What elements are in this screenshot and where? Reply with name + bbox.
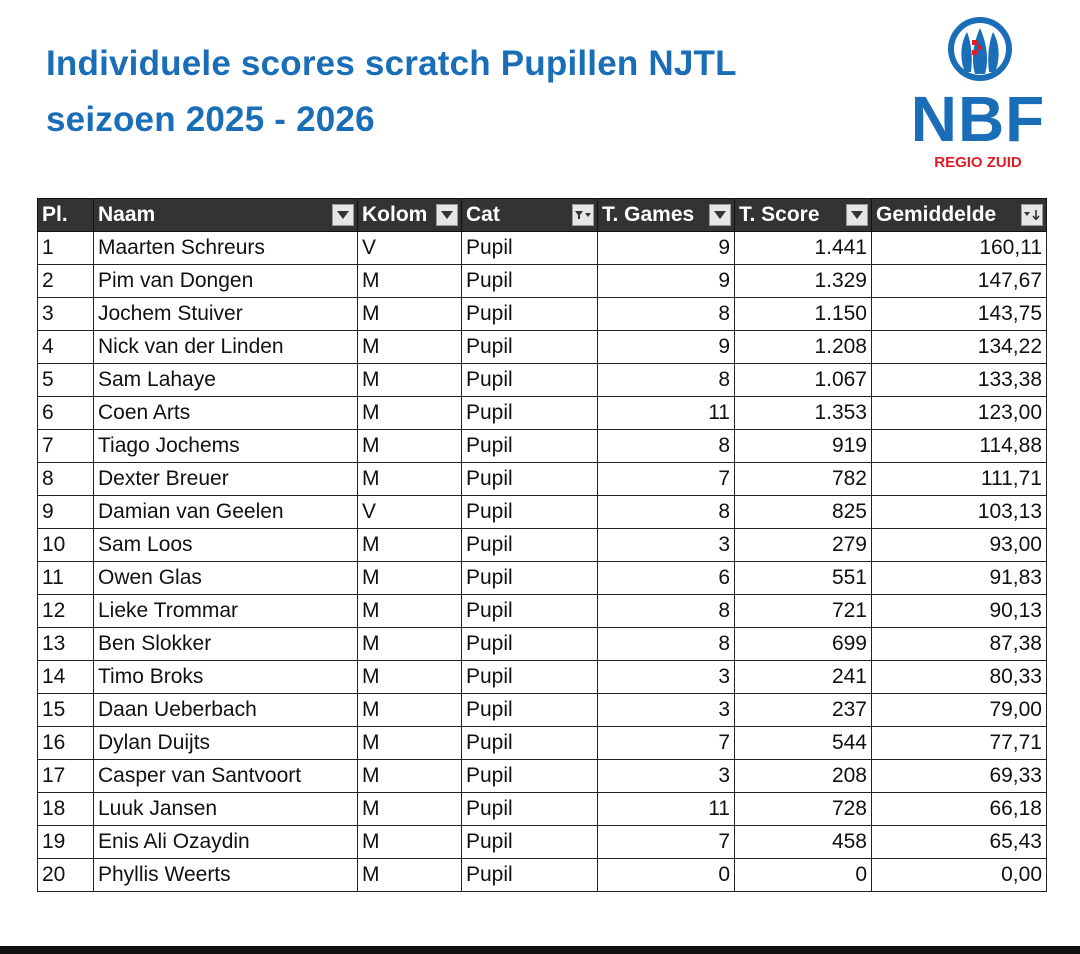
cell-kolom[interactable]: M — [358, 661, 462, 694]
cell-cat[interactable]: Pupil — [462, 826, 598, 859]
cell-t-games[interactable]: 3 — [598, 661, 735, 694]
col-header-naam[interactable]: Naam — [94, 199, 358, 232]
cell-cat[interactable]: Pupil — [462, 760, 598, 793]
cell-t-score[interactable]: 458 — [735, 826, 872, 859]
cell-t-games[interactable]: 9 — [598, 331, 735, 364]
cell-gemiddelde[interactable]: 0,00 — [872, 859, 1047, 892]
cell-t-games[interactable]: 7 — [598, 826, 735, 859]
table-row — [38, 430, 1047, 463]
cell-naam[interactable]: Dexter Breuer — [94, 463, 358, 496]
table-row — [38, 859, 1047, 892]
cell-t-games[interactable]: 9 — [598, 265, 735, 298]
cell-t-score[interactable]: 551 — [735, 562, 872, 595]
cell-gemiddelde[interactable]: 133,38 — [872, 364, 1047, 397]
cell-cat[interactable]: Pupil — [462, 529, 598, 562]
cell-t-games[interactable]: 11 — [598, 397, 735, 430]
cell-t-score[interactable]: 237 — [735, 694, 872, 727]
cell-t-score[interactable]: 728 — [735, 793, 872, 826]
cell-naam[interactable]: Casper van Santvoort — [94, 760, 358, 793]
cell-gemiddelde[interactable]: 143,75 — [872, 298, 1047, 331]
cell-kolom[interactable]: M — [358, 859, 462, 892]
cell-t-score[interactable]: 544 — [735, 727, 872, 760]
cell-gemiddelde[interactable]: 69,33 — [872, 760, 1047, 793]
cell-naam[interactable]: Enis Ali Ozaydin — [94, 826, 358, 859]
cell-naam[interactable]: Dylan Duijts — [94, 727, 358, 760]
cell-cat[interactable]: Pupil — [462, 265, 598, 298]
cell-t-score[interactable]: 208 — [735, 760, 872, 793]
table-row — [38, 529, 1047, 562]
cell-cat[interactable]: Pupil — [462, 232, 598, 265]
cell-t-games[interactable]: 7 — [598, 727, 735, 760]
chevron-down-icon — [713, 210, 727, 220]
table-row — [38, 793, 1047, 826]
scores-table — [37, 198, 1047, 892]
cell-t-games[interactable]: 3 — [598, 694, 735, 727]
cell-t-games[interactable]: 8 — [598, 628, 735, 661]
col-header-pl: Pl. — [38, 199, 94, 232]
filter-dropdown-t-score[interactable] — [846, 204, 868, 226]
cell-pl[interactable]: 1 — [38, 232, 94, 265]
cell-kolom[interactable]: M — [358, 628, 462, 661]
filter-dropdown-kolom[interactable] — [436, 204, 458, 226]
cell-cat[interactable]: Pupil — [462, 463, 598, 496]
nbf-logo — [908, 14, 1048, 174]
table-row — [38, 364, 1047, 397]
cell-naam[interactable]: Pim van Dongen — [94, 265, 358, 298]
cell-cat[interactable]: Pupil — [462, 628, 598, 661]
cell-pl[interactable]: 6 — [38, 397, 94, 430]
cell-naam[interactable]: Lieke Trommar — [94, 595, 358, 628]
cell-t-score[interactable]: 1.067 — [735, 364, 872, 397]
logo-name: NBF — [910, 83, 1046, 155]
cell-gemiddelde[interactable]: 91,83 — [872, 562, 1047, 595]
table-row — [38, 595, 1047, 628]
table-row — [38, 232, 1047, 265]
cell-cat[interactable]: Pupil — [462, 661, 598, 694]
table-row — [38, 496, 1047, 529]
cell-pl[interactable]: 12 — [38, 595, 94, 628]
filter-funnel-icon — [574, 210, 592, 220]
cell-pl[interactable]: 9 — [38, 496, 94, 529]
page-title: Individuele scores scratch Pupillen NJTL — [46, 44, 737, 83]
table-row — [38, 298, 1047, 331]
cell-pl[interactable]: 15 — [38, 694, 94, 727]
cell-t-score[interactable]: 825 — [735, 496, 872, 529]
table-header-row — [38, 199, 1047, 232]
table-row — [38, 331, 1047, 364]
filter-dropdown-t-games[interactable] — [709, 204, 731, 226]
cell-gemiddelde[interactable]: 160,11 — [872, 232, 1047, 265]
cell-cat[interactable]: Pupil — [462, 430, 598, 463]
cell-pl[interactable]: 18 — [38, 793, 94, 826]
cell-t-score[interactable]: 919 — [735, 430, 872, 463]
chevron-down-icon — [440, 210, 454, 220]
cell-t-score[interactable]: 1.353 — [735, 397, 872, 430]
cell-t-score[interactable]: 699 — [735, 628, 872, 661]
filter-dropdown-naam[interactable] — [332, 204, 354, 226]
col-header-t-games[interactable]: T. Games — [598, 199, 735, 232]
cell-kolom[interactable]: M — [358, 760, 462, 793]
table-row — [38, 727, 1047, 760]
cell-pl[interactable]: 17 — [38, 760, 94, 793]
cell-naam[interactable]: Sam Loos — [94, 529, 358, 562]
cell-naam[interactable]: Timo Broks — [94, 661, 358, 694]
cell-gemiddelde[interactable]: 66,18 — [872, 793, 1047, 826]
cell-gemiddelde[interactable]: 87,38 — [872, 628, 1047, 661]
cell-t-score[interactable]: 1.150 — [735, 298, 872, 331]
table-row — [38, 265, 1047, 298]
cell-kolom[interactable]: M — [358, 430, 462, 463]
cell-naam[interactable]: Luuk Jansen — [94, 793, 358, 826]
cell-pl[interactable]: 3 — [38, 298, 94, 331]
col-header-cat[interactable]: Cat — [462, 199, 598, 232]
table-row — [38, 562, 1047, 595]
chevron-down-icon — [336, 210, 350, 220]
cell-t-games[interactable]: 8 — [598, 364, 735, 397]
cell-kolom[interactable]: M — [358, 595, 462, 628]
table-row — [38, 661, 1047, 694]
cell-t-games[interactable]: 7 — [598, 463, 735, 496]
cell-t-score[interactable]: 0 — [735, 859, 872, 892]
cell-kolom[interactable]: M — [358, 364, 462, 397]
table-row — [38, 760, 1047, 793]
col-header-kolom[interactable]: Kolom — [358, 199, 462, 232]
cell-gemiddelde[interactable]: 111,71 — [872, 463, 1047, 496]
cell-gemiddelde[interactable]: 80,33 — [872, 661, 1047, 694]
cell-kolom[interactable]: M — [358, 331, 462, 364]
cell-naam[interactable]: Maarten Schreurs — [94, 232, 358, 265]
cell-t-score[interactable]: 1.329 — [735, 265, 872, 298]
cell-t-score[interactable]: 1.441 — [735, 232, 872, 265]
cell-kolom[interactable]: V — [358, 496, 462, 529]
cell-naam[interactable]: Damian van Geelen — [94, 496, 358, 529]
cell-naam[interactable]: Phyllis Weerts — [94, 859, 358, 892]
page-subtitle: seizoen 2025 - 2026 — [46, 100, 375, 139]
cell-kolom[interactable]: M — [358, 463, 462, 496]
cell-pl[interactable]: 5 — [38, 364, 94, 397]
cell-naam[interactable]: Ben Slokker — [94, 628, 358, 661]
bottom-border — [0, 946, 1080, 954]
cell-t-score[interactable]: 721 — [735, 595, 872, 628]
cell-kolom[interactable]: M — [358, 529, 462, 562]
cell-kolom[interactable]: M — [358, 265, 462, 298]
cell-cat[interactable]: Pupil — [462, 331, 598, 364]
cell-t-score[interactable]: 1.208 — [735, 331, 872, 364]
cell-pl[interactable]: 13 — [38, 628, 94, 661]
cell-t-games[interactable]: 3 — [598, 760, 735, 793]
table-row — [38, 628, 1047, 661]
cell-t-games[interactable]: 8 — [598, 430, 735, 463]
cell-cat[interactable]: Pupil — [462, 694, 598, 727]
cell-pl[interactable]: 8 — [38, 463, 94, 496]
cell-cat[interactable]: Pupil — [462, 859, 598, 892]
table-row — [38, 463, 1047, 496]
col-header-t-score[interactable]: T. Score — [735, 199, 872, 232]
cell-pl[interactable]: 4 — [38, 331, 94, 364]
cell-t-games[interactable]: 9 — [598, 232, 735, 265]
table-row — [38, 826, 1047, 859]
cell-naam[interactable]: Coen Arts — [94, 397, 358, 430]
cell-t-games[interactable]: 0 — [598, 859, 735, 892]
cell-pl[interactable]: 2 — [38, 265, 94, 298]
col-header-gemiddelde[interactable]: Gemiddelde — [872, 199, 1047, 232]
cell-t-games[interactable]: 8 — [598, 496, 735, 529]
cell-t-games[interactable]: 8 — [598, 595, 735, 628]
cell-gemiddelde[interactable]: 103,13 — [872, 496, 1047, 529]
cell-cat[interactable]: Pupil — [462, 397, 598, 430]
sort-descending-gemiddelde[interactable] — [1021, 204, 1043, 226]
cell-pl[interactable]: 10 — [38, 529, 94, 562]
cell-naam[interactable]: Owen Glas — [94, 562, 358, 595]
cell-t-games[interactable]: 8 — [598, 298, 735, 331]
cell-cat[interactable]: Pupil — [462, 793, 598, 826]
cell-kolom[interactable]: V — [358, 232, 462, 265]
cell-kolom[interactable]: M — [358, 826, 462, 859]
cell-naam[interactable]: Daan Ueberbach — [94, 694, 358, 727]
cell-pl[interactable]: 19 — [38, 826, 94, 859]
cell-kolom[interactable]: M — [358, 397, 462, 430]
cell-t-score[interactable]: 279 — [735, 529, 872, 562]
cell-cat[interactable]: Pupil — [462, 562, 598, 595]
cell-kolom[interactable]: M — [358, 793, 462, 826]
cell-pl[interactable]: 11 — [38, 562, 94, 595]
cell-t-games[interactable]: 3 — [598, 529, 735, 562]
cell-naam[interactable]: Jochem Stuiver — [94, 298, 358, 331]
cell-kolom[interactable]: M — [358, 298, 462, 331]
cell-t-score[interactable]: 782 — [735, 463, 872, 496]
cell-gemiddelde[interactable]: 134,22 — [872, 331, 1047, 364]
cell-gemiddelde[interactable]: 79,00 — [872, 694, 1047, 727]
cell-pl[interactable]: 20 — [38, 859, 94, 892]
cell-gemiddelde[interactable]: 77,71 — [872, 727, 1047, 760]
cell-naam[interactable]: Sam Lahaye — [94, 364, 358, 397]
cell-kolom[interactable]: M — [358, 694, 462, 727]
cell-gemiddelde[interactable]: 90,13 — [872, 595, 1047, 628]
table-row — [38, 397, 1047, 430]
bowling-pins-icon — [945, 14, 1015, 84]
cell-cat[interactable]: Pupil — [462, 727, 598, 760]
cell-pl[interactable]: 16 — [38, 727, 94, 760]
cell-pl[interactable]: 14 — [38, 661, 94, 694]
cell-cat[interactable]: Pupil — [462, 298, 598, 331]
cell-gemiddelde[interactable]: 93,00 — [872, 529, 1047, 562]
cell-t-games[interactable]: 6 — [598, 562, 735, 595]
cell-naam[interactable]: Tiago Jochems — [94, 430, 358, 463]
filter-active-cat[interactable] — [572, 204, 594, 226]
cell-gemiddelde[interactable]: 123,00 — [872, 397, 1047, 430]
cell-cat[interactable]: Pupil — [462, 364, 598, 397]
logo-subtitle: REGIO ZUID — [934, 154, 1022, 171]
cell-pl[interactable]: 7 — [38, 430, 94, 463]
table-row — [38, 694, 1047, 727]
cell-t-games[interactable]: 11 — [598, 793, 735, 826]
cell-t-score[interactable]: 241 — [735, 661, 872, 694]
cell-gemiddelde[interactable]: 114,88 — [872, 430, 1047, 463]
sort-descending-icon — [1023, 210, 1041, 220]
cell-naam[interactable]: Nick van der Linden — [94, 331, 358, 364]
cell-cat[interactable]: Pupil — [462, 496, 598, 529]
cell-gemiddelde[interactable]: 147,67 — [872, 265, 1047, 298]
chevron-down-icon — [850, 210, 864, 220]
cell-cat[interactable]: Pupil — [462, 595, 598, 628]
cell-kolom[interactable]: M — [358, 727, 462, 760]
cell-kolom[interactable]: M — [358, 562, 462, 595]
cell-gemiddelde[interactable]: 65,43 — [872, 826, 1047, 859]
